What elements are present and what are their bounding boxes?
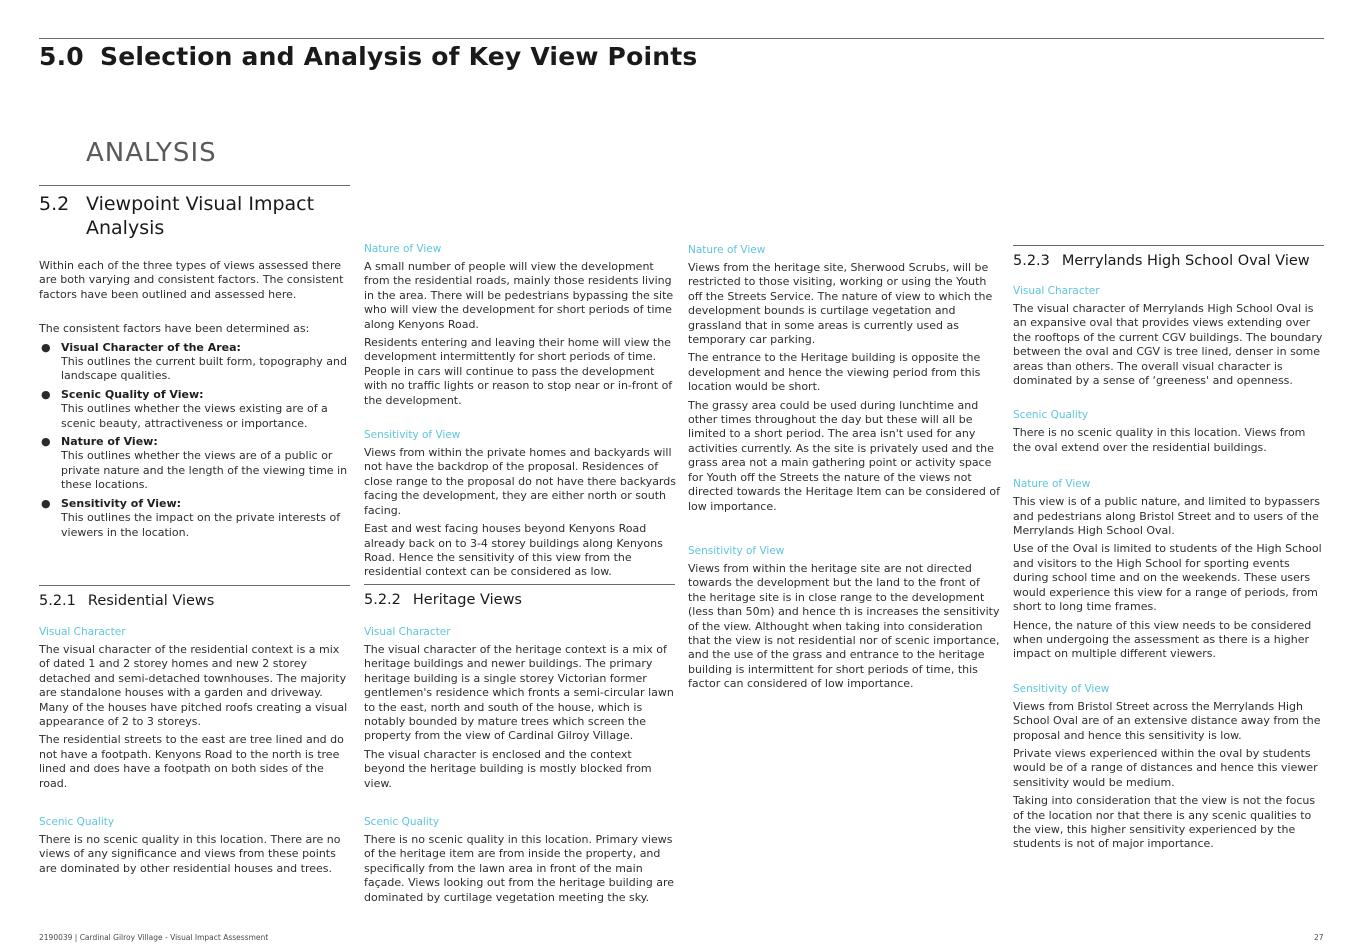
factor-title: Nature of View: [61,435,158,449]
nature-of-view-label: Nature of View [364,243,442,255]
factor-title: Visual Character of the Area: [61,340,241,354]
bullet-icon: ● [41,496,51,510]
sensitivity-of-view-label: Sensitivity of View [1013,682,1110,695]
factor-text: This outlines whether the views existing are of a scenic beauty, attractiveness or importance. [61,402,328,430]
subsection-heading [39,591,351,611]
scenic-quality-label: Scenic Quality [1013,409,1089,422]
heritage-views-section [364,584,676,905]
nature-of-view-label: Nature of View [688,244,766,256]
factor-text: This outlines the impact on the private interests of viewers in the location. [61,511,341,539]
scenic-quality-label: Scenic Quality [364,816,440,829]
page-section-number: 5.0 [39,42,84,71]
visual-character-text: The visual character of the residential context is a mix of dated 1 and 2 storey homes and new 2 storey detached and semi-detached townhouses. The majority are standalone houses with a garden and driveway. Many of the houses have pitched roofs creating a visual appearance of 2 to 3 storeys. [39,643,348,729]
nature-of-view-text: The entrance to the Heritage building is opposite the development and hence the viewing period from this location would be short. [688,351,981,394]
nature-of-view-text: Use of the Oval is limited to students of the High School and visitors to the High School for sporting events during school time and on the weekends. These users would experience this view for a range of periods, from short to long time frames. [1013,542,1322,614]
factor-text: This outlines whether the views are of a public or private nature and the length of the viewing time in these locations. [61,449,348,492]
sensitivity-of-view-text: Views from within the heritage site are not directed towards the development but the land to the front of the heritage site is in close range to the development (less than 50m) and hence th is increases the sensitivity of the view. Althought when taking into consideration that the view is not residential nor of scenic importance, and the use of the grass and entrance to the heritage building is intermittent for short periods of time, this factor can considered of low importance. [688,561,1000,691]
scenic-quality-text: There is no scenic quality in this location. Primary views of the heritage item are from inside the property, and specifically from the lawn area in front of the main façade. Views looking out from the heritage building are dominated by curtilage vegetation meeting the sky. [364,833,674,904]
sensitivity-of-view-label: Sensitivity of View [364,429,461,442]
factor-list [39,341,351,540]
visual-character-text: The residential streets to the east are tree lined and do not have a footpath. Kenyons Road to the north is tree lined and does have a footpath on both sides of the road. [39,733,344,790]
subsection-number: 5.2.1 [39,593,76,609]
visual-character-text: The visual character of the heritage context is a mix of heritage buildings and newer buildings. The primary heritage building is a single storey Victorian former gentlemen's residence which fronts a semi-circular lawn to the east, north and south of the house, which is notably bounded by mature trees which screen the property from the view of Cardinal Gilroy Village. [364,643,674,743]
scenic-quality-label: Scenic Quality [39,816,115,829]
subsection-heading [1013,251,1325,271]
factor-item [39,388,351,431]
sensitivity-of-view-text: Taking into consideration that the view is not the focus of the location nor that there is any scenic qualities to the view, this higher sensitivity experienced by the students is not of major importance. [1013,794,1316,851]
visual-character-label: Visual Character [364,626,451,638]
factor-item [39,435,351,493]
subsection-number: 5.2.2 [364,592,401,608]
category-label: ANALYSIS [86,138,217,168]
sensitivity-of-view-text: Views from within the private homes and backyards will not have the backdrop of the proposal. Residences of close range to the proposal do not have there backyards facing the development, they are either north or south facing. [364,446,676,517]
page-section-title: Selection and Analysis of Key View Points [100,42,698,71]
factor-title: Sensitivity of View: [61,496,182,510]
visual-character-label: Visual Character [1013,285,1100,297]
sensitivity-of-view-label: Sensitivity of View [688,544,785,557]
section-title: Viewpoint Visual Impact Analysis [86,193,315,239]
footer-page-number: 27 [1314,933,1324,942]
heritage-nature-sensitivity [688,243,1000,692]
bullet-icon: ● [41,435,51,449]
viewpoint-analysis-section [39,185,351,544]
subsection-title: Residential Views [87,593,215,609]
header-rule [39,38,1324,39]
section-rule [39,185,350,186]
sensitivity-of-view-text: Views from Bristol Street across the Merrylands High School Oval are of an extensive distance away from the proposal and hence this sensitivity is low. [1013,699,1321,742]
section-rule [364,584,675,585]
scenic-quality-text: There is no scenic quality in this location. Views from the oval extend over the residential buildings. [1013,426,1306,454]
residential-views-section [39,585,351,876]
visual-character-text: The visual character of Merrylands High School Oval is an expansive oval that provides views extending over the rooftops of the current CGV buildings. The boundary between the oval and CGV is tree lined, denser in some areas than others. The overall visual character is dominated by a sense of ‘greeness' and openness. [1013,302,1323,388]
nature-of-view-text: The grassy area could be used during lunchtime and other times throughout the day but these will all be limited to a short period. The area isn't used for any activities currently. As the site is privately used and the grass area not a main gathering point or activity space for Youth off the Streets the nature of the views not directed towards the Heritage Item can be considered of low importance. [688,398,1000,513]
sensitivity-of-view-text: East and west facing houses beyond Kenyons Road already back on to 3-4 storey buildings along Kenyons Road. Hence the sensitivity of this view from the residential context can be considered as low. [364,522,663,579]
nature-of-view-text: A small number of people will view the development from the residential roads, mainly those residents living in the area. There will be pedestrians bypassing the site who will view the development for short periods of time along Kenyons Road. [364,260,674,331]
nature-of-view-label: Nature of View [1013,478,1091,491]
residential-nature-sensitivity [364,242,676,580]
nature-of-view-text: Hence, the nature of this view needs to be considered when undergoing the assessment as there is a higher impact on multiple different viewers. [1013,618,1312,661]
subsection-number: 5.2.3 [1013,253,1050,269]
visual-character-text: The visual character is enclosed and the context beyond the heritage building is mostly blocked from view. [364,747,652,790]
visual-character-label: Visual Character [39,626,126,638]
nature-of-view-text: Views from the heritage site, Sherwood Scrubs, will be restricted to those visiting, working or using the Youth off the Streets Service. The nature of view to which the development bounds is curtilage vegetation and grassland that in some areas is currently used as temporary car parking. [688,261,993,347]
factor-text: This outlines the current built form, topography and landscape qualities. [61,355,347,383]
bullet-icon: ● [41,387,51,401]
oval-view-section [1013,245,1325,852]
factor-item [39,341,351,384]
section-rule [39,585,350,586]
nature-of-view-text: This view is of a public nature, and limited to bypassers and pedestrians along Bristol Street and to users of the Merrylands High School Oval. [1013,495,1320,538]
subsection-heading [364,590,676,610]
subsection-title: Merrylands High School Oval View [1061,253,1310,269]
consistent-factors-intro: The consistent factors have been determined as: [39,322,310,336]
footer-document-info: 2190039 | Cardinal Gilroy Village - Visual Impact Assessment [39,933,269,942]
intro-paragraph: Within each of the three types of views assessed there are both varying and consistent factors. The consistent factors have been outlined and assessed here. [39,259,344,301]
scenic-quality-text: There is no scenic quality in this location. There are no views of any significance and views from these points are dominated by other residential houses and trees. [39,833,341,875]
section-rule [1013,245,1324,246]
subsection-title: Heritage Views [412,592,522,608]
sensitivity-of-view-text: Private views experienced within the oval by students would be of a range of distances and hence this viewer sensitivity would be medium. [1013,746,1318,789]
page-title [39,42,697,71]
factor-title: Scenic Quality of View: [61,387,204,401]
nature-of-view-text: Residents entering and leaving their home will view the development intermittently for short periods of time. People in cars will continue to pass the development with no traffic lights or reason to stop near or in-front of the development. [364,336,673,407]
section-heading [39,192,351,240]
factor-item [39,497,351,540]
bullet-icon: ● [41,340,51,354]
section-number: 5.2 [39,193,70,215]
